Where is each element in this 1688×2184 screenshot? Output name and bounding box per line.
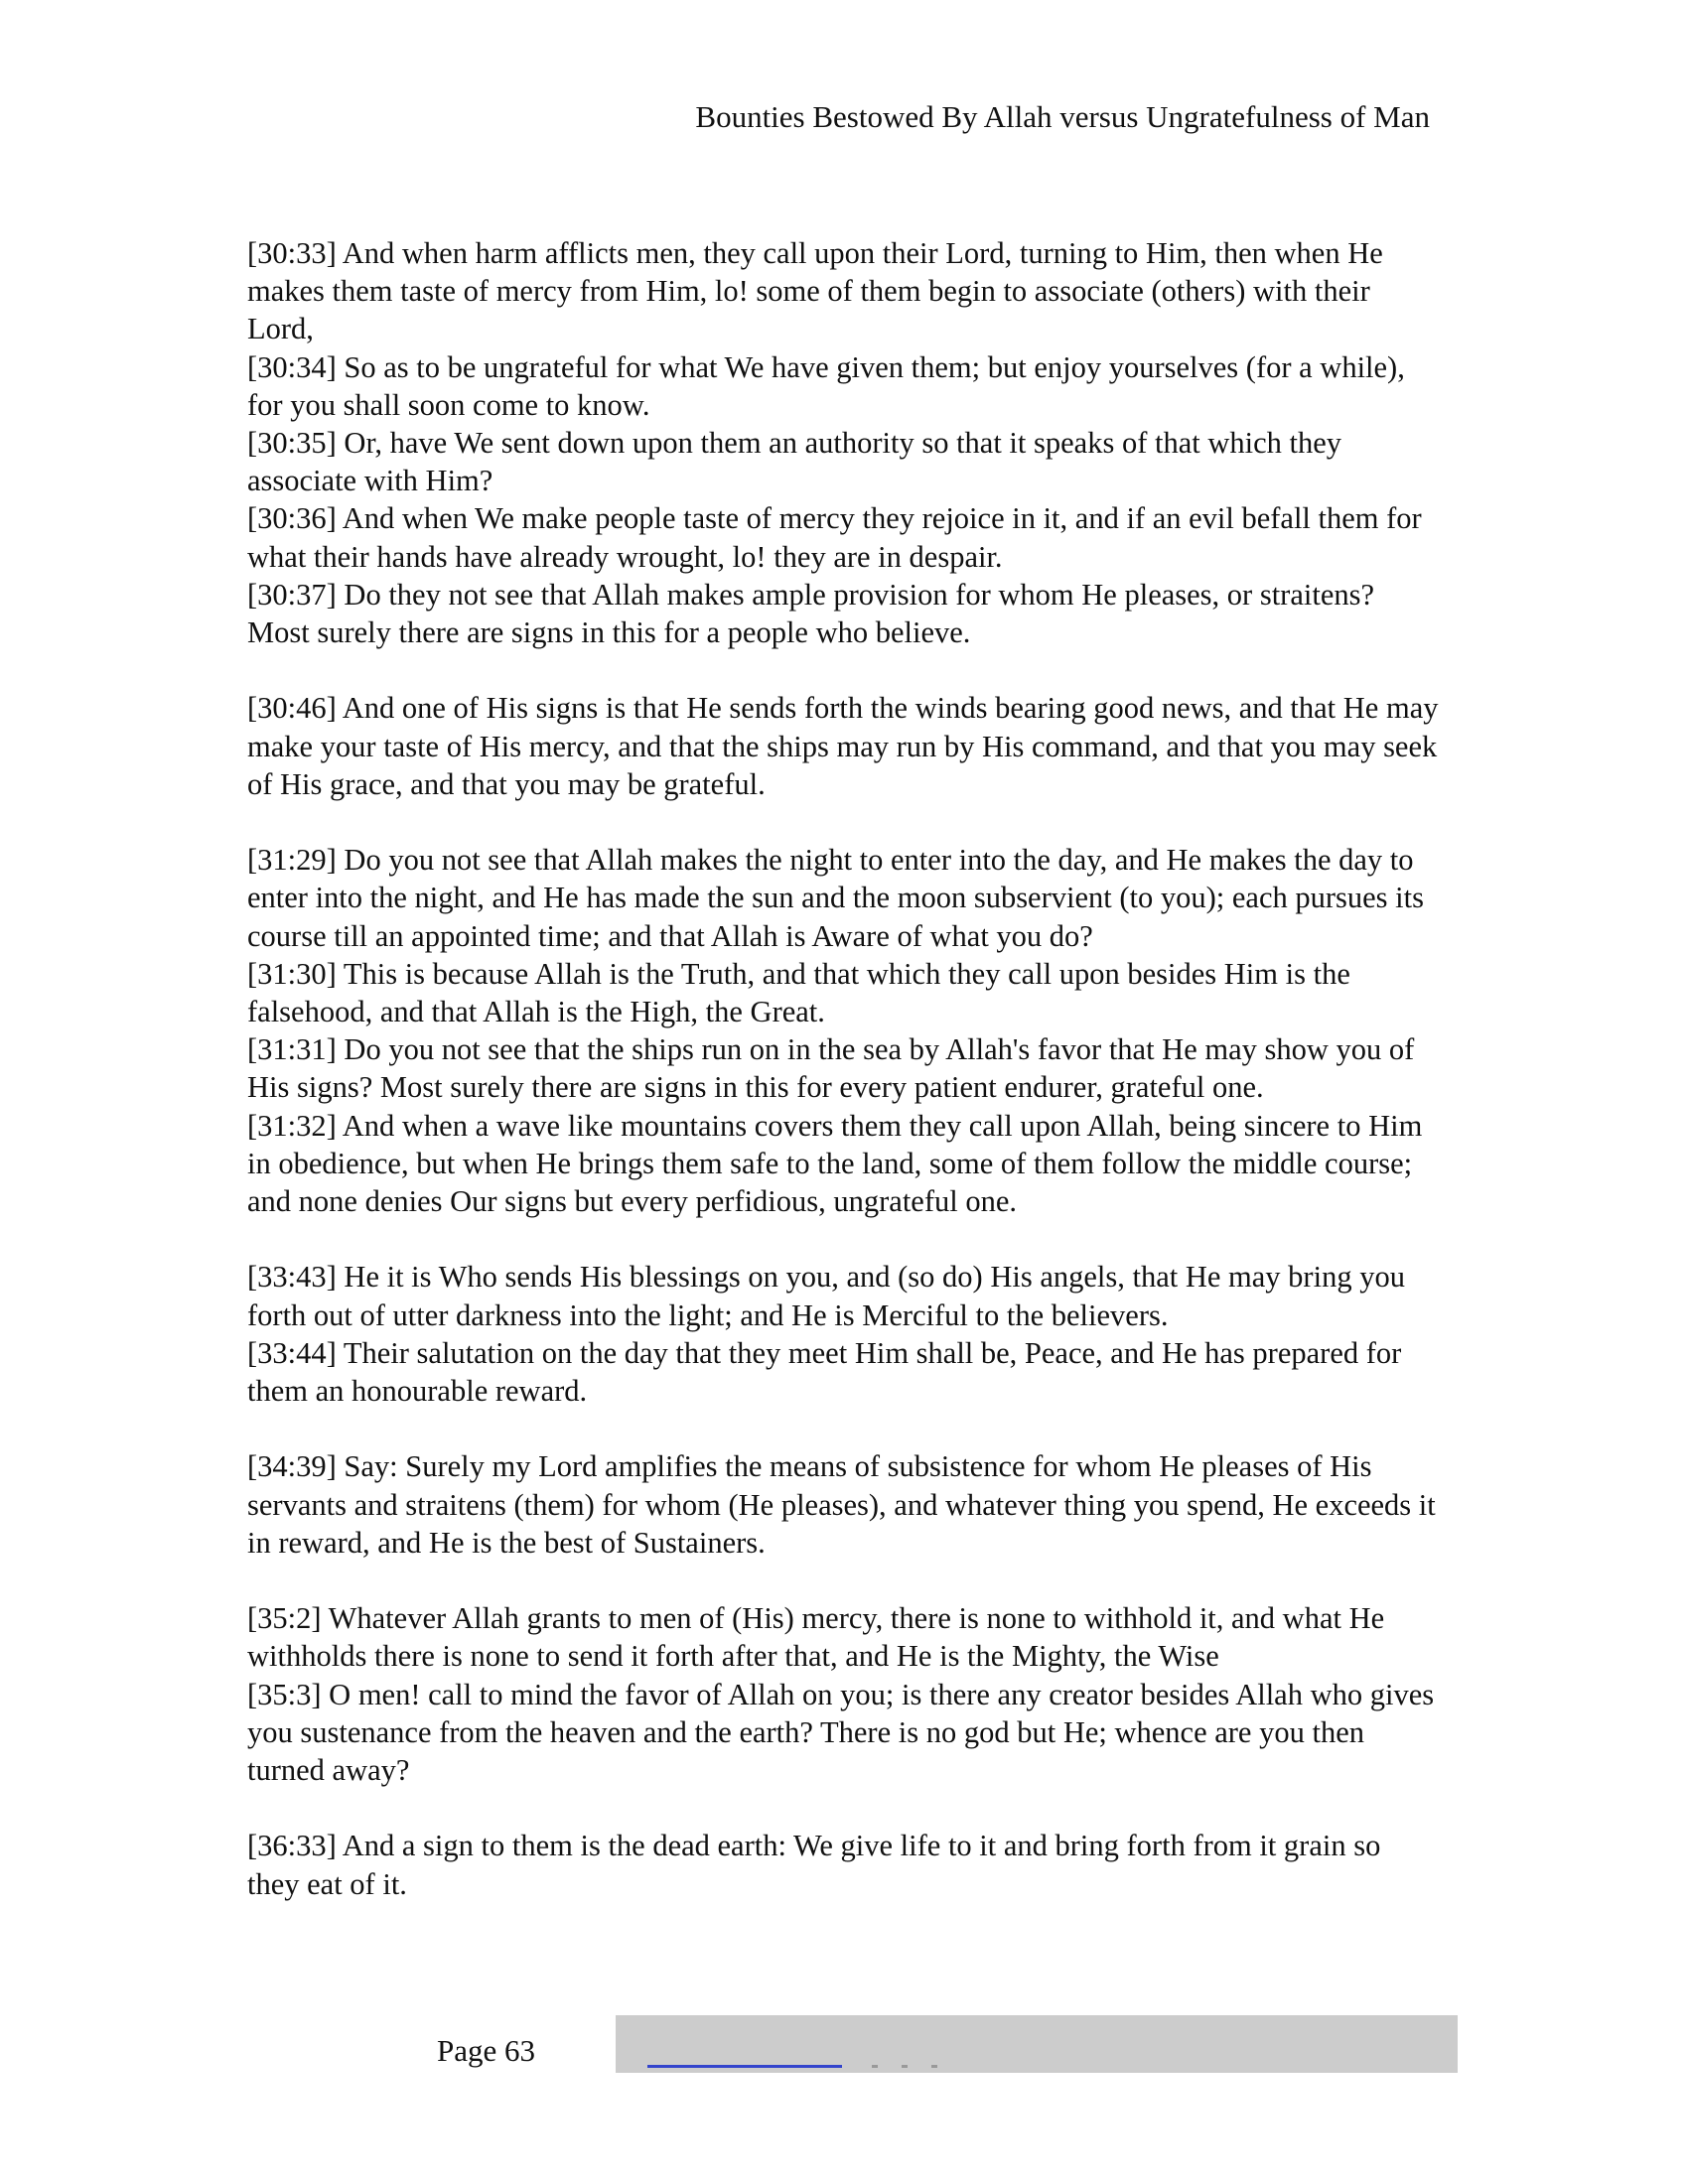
footer-text-fragment: [931, 2065, 937, 2068]
verse-36-33: [36:33] And a sign to them is the dead earth: We give life to it and bring forth from it grain so they eat of it.: [247, 1829, 1381, 1901]
verse-30-35: [30:35] Or, have We sent down upon them an authority so that it speaks of that which they associate with Him?: [247, 426, 1342, 498]
verse-31-31: [31:31] Do you not see that the ships run on in the sea by Allah's favor that He may show you of His signs? Most surely there are signs in this for every patient endurer, grateful one.: [247, 1032, 1415, 1105]
verse-group-34-39: [247, 1447, 1439, 1562]
footer-banner: [616, 2015, 1458, 2073]
verse-group-30-46: [247, 689, 1439, 803]
verse-group-30-33: [247, 234, 1439, 651]
verse-31-30: [31:30] This is because Allah is the Truth, and that which they call upon besides Him is the falsehood, and that Allah is the High, the Great.: [247, 956, 1350, 1029]
verse-group-31-29: [247, 841, 1439, 1220]
page-body: [247, 234, 1439, 1941]
verse-33-43: [33:43] He it is Who sends His blessings on you, and (so do) His angels, that He may bring you forth out of utter darkness into the light; and He is Merciful to the believers.: [247, 1260, 1405, 1332]
verse-35-2: [35:2] Whatever Allah grants to men of (His) mercy, there is none to withhold it, and what He withholds there is none to send it forth after that, and He is the Mighty, the Wise: [247, 1601, 1385, 1674]
verse-31-32: [31:32] And when a wave like mountains covers them they call upon Allah, being sincere to Him in obedience, but when He brings them safe to the land, some of them follow the middle course; and none denies Our signs but every perfidious, ungrateful one.: [247, 1108, 1423, 1219]
verse-33-44: [33:44] Their salutation on the day that they meet Him shall be, Peace, and He has prepared for them an honourable reward.: [247, 1335, 1402, 1409]
footer-link-underline[interactable]: [647, 2065, 842, 2068]
verse-35-3: [35:3] O men! call to mind the favor of Allah on you; is there any creator besides Allah who gives you sustenance from the heaven and the earth? There is no god but He; whence are you then turned away?: [247, 1677, 1435, 1788]
verse-group-35-2: [247, 1599, 1439, 1789]
page-footer: [0, 2015, 1688, 2075]
verse-31-29: [31:29] Do you not see that Allah makes the night to enter into the day, and He makes the day to enter into the night, and He has made the sun and the moon subservient (to you); each pursues its course till an appointed time; and that Allah is Aware of what you do?: [247, 843, 1424, 953]
footer-text-fragment: [872, 2065, 878, 2068]
page-number: Page 63: [437, 2033, 536, 2068]
running-header: Bounties Bestowed By Allah versus Ungratefulness of Man: [695, 99, 1430, 134]
verse-30-36: [30:36] And when We make people taste of mercy they rejoice in it, and if an evil befall them for what their hands have already wrought, lo! they are in despair.: [247, 501, 1422, 574]
verse-group-36-33: [247, 1827, 1439, 1902]
verse-30-46: [30:46] And one of His signs is that He sends forth the winds bearing good news, and that He may make your taste of His mercy, and that the ships may run by His command, and that you may seek of His grace, and that you may be grateful.: [247, 691, 1439, 801]
verse-30-34: [30:34] So as to be ungrateful for what We have given them; but enjoy yourselves (for a while), for you shall soon come to know.: [247, 349, 1405, 422]
footer-text-fragment: [902, 2065, 908, 2068]
verse-30-37: [30:37] Do they not see that Allah makes ample provision for whom He pleases, or straitens? Most surely there are signs in this for a people who believe.: [247, 577, 1375, 650]
verse-30-33: [30:33] And when harm afflicts men, they call upon their Lord, turning to Him, then when He makes them taste of mercy from Him, lo! some of them begin to associate (others) with their Lord,: [247, 236, 1383, 346]
verse-34-39: [34:39] Say: Surely my Lord amplifies the means of subsistence for whom He pleases of His servants and straitens (them) for whom (He pleases), and whatever thing you spend, He exceeds it in reward, and He is the best of Sustainers.: [247, 1449, 1436, 1560]
verse-group-33-43: [247, 1258, 1439, 1410]
